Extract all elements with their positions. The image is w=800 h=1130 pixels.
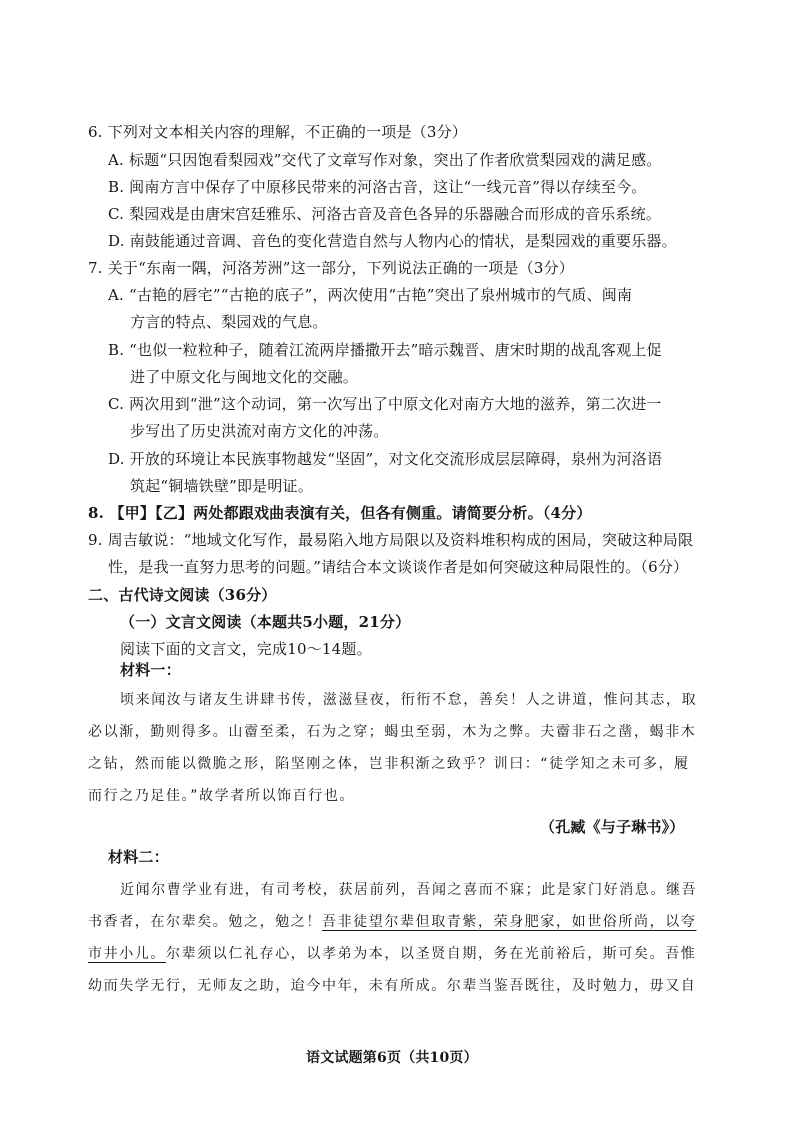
material2-line2 — [88, 912, 696, 932]
material2-line3 — [88, 944, 696, 964]
q7-option-c-line2: 步写出了历史洪流对南方文化的冲荡。 — [130, 422, 389, 440]
q7-option-c-line1: C. 两次用到“泄”这个动词，第一次写出了中原文化对南方大地的滋养，第二次进一 — [108, 395, 662, 413]
material2-line4: 幼而失学无行，无师友之助，迨今中年，未有所成。尔辈当鉴吾既往，及时勉力，毋又自 — [88, 978, 697, 994]
q7-option-a-line2: 方言的特点、梨园戏的气息。 — [130, 313, 328, 331]
section2-title: 二、古代诗文阅读（36分） — [88, 586, 277, 604]
q7-option-d-line2: 筑起“铜墙铁壁”即是明证。 — [130, 477, 313, 495]
section2-instruction: 阅读下面的文言文，完成10～14题。 — [120, 640, 372, 658]
material1-source: （孔臧《与子琳书》） — [540, 818, 685, 836]
material2-line1: 近闻尔曹学业有进，有司考校，获居前列，吾闻之喜而不寐；此是家门好消息。继吾 — [120, 882, 698, 898]
q6-option-a: A. 标题“只因饱看梨园戏”交代了文章写作对象，突出了作者欣赏梨园戏的满足感。 — [108, 151, 662, 169]
material2-line3-text: 尔辈须以仁礼存心，以孝弟为本，以圣贤自期，务在光前裕后，斯可矣。吾惟 — [166, 946, 697, 962]
material1-line2: 必以渐，勤则得多。山霤至柔，石为之穿；蝎虫至弱，木为之弊。夫霤非石之凿，蝎非木 — [88, 724, 697, 740]
q9-line2: 性，是我一直努力思考的问题。”请结合本文谈谈作者是如何突破这种局限性的。（6分） — [108, 558, 689, 576]
material1-line3: 之钻，然而能以微脆之形，陷坚刚之体，岂非积渐之致乎？训曰：“徒学知之未可多，履 — [88, 756, 690, 772]
q6-option-b: B. 闽南方言中保存了中原移民带来的河洛古音，这让“一线元音”得以存续至今。 — [108, 178, 647, 196]
q7-option-b-line2: 进了中原文化与闽地文化的交融。 — [130, 368, 359, 386]
material2-underlined-text-2: 市井小儿。 — [88, 946, 166, 962]
material1-label: 材料一： — [120, 661, 181, 679]
q7-option-a-line1: A. “古艳的唇宅”“古艳的底子”，两次使用“古艳”突出了泉州城市的气质、闽南 — [108, 286, 633, 304]
q7-option-d-line1: D. 开放的环境让本民族事物越发“坚固”，对文化交流形成层层障碍，泉州为河洛语 — [108, 450, 663, 468]
q6-option-d: D. 南鼓能通过音调、音色的变化营造自然与人物内心的情状，是梨园戏的重要乐器。 — [108, 232, 677, 250]
section2-subtitle: （一）文言文阅读（本题共5小题，21分） — [120, 613, 411, 631]
q7-stem: 7. 关于“东南一隅，河洛芳洲”这一部分，下列说法正确的一项是（3分） — [88, 259, 574, 277]
q7-option-b-line1: B. “也似一粒粒种子，随着江流两岸播撒开去”暗示魏晋、唐宋时期的战乱客观上促 — [108, 341, 662, 359]
material2-line2-text: 书香者，在尔辈矣。勉之，勉之！ — [88, 914, 322, 930]
page-footer: 语文试题第6页（共10页） — [306, 1050, 478, 1066]
q9-line1: 9. 周吉敏说：“地域文化写作，最易陷入地方局限以及资料堆积构成的困局，突破这种局限 — [88, 531, 694, 549]
material2-underlined-text-1: 吾非徒望尔辈但取青紫，荣身肥家，如世俗所尚，以夸 — [322, 914, 697, 930]
q6-stem: 6. 下列对文本相关内容的理解，不正确的一项是（3分） — [88, 123, 468, 141]
material2-label: 材料二： — [108, 848, 169, 866]
material1-line1: 顷来闻汝与诸友生讲肆书传，滋滋昼夜，衎衎不怠，善矣！人之讲道，惟问其志，取 — [120, 692, 698, 708]
q6-option-c: C. 梨园戏是由唐宋宫廷雅乐、河洛古音及音色各异的乐器融合而形成的音乐系统。 — [108, 205, 662, 223]
material1-line4: 而行之乃足佳。”故学者所以饰百行也。 — [88, 788, 356, 804]
q8-stem: 8. 【甲】【乙】两处都跟戏曲表演有关，但各有侧重。请简要分析。（4分） — [88, 504, 592, 522]
